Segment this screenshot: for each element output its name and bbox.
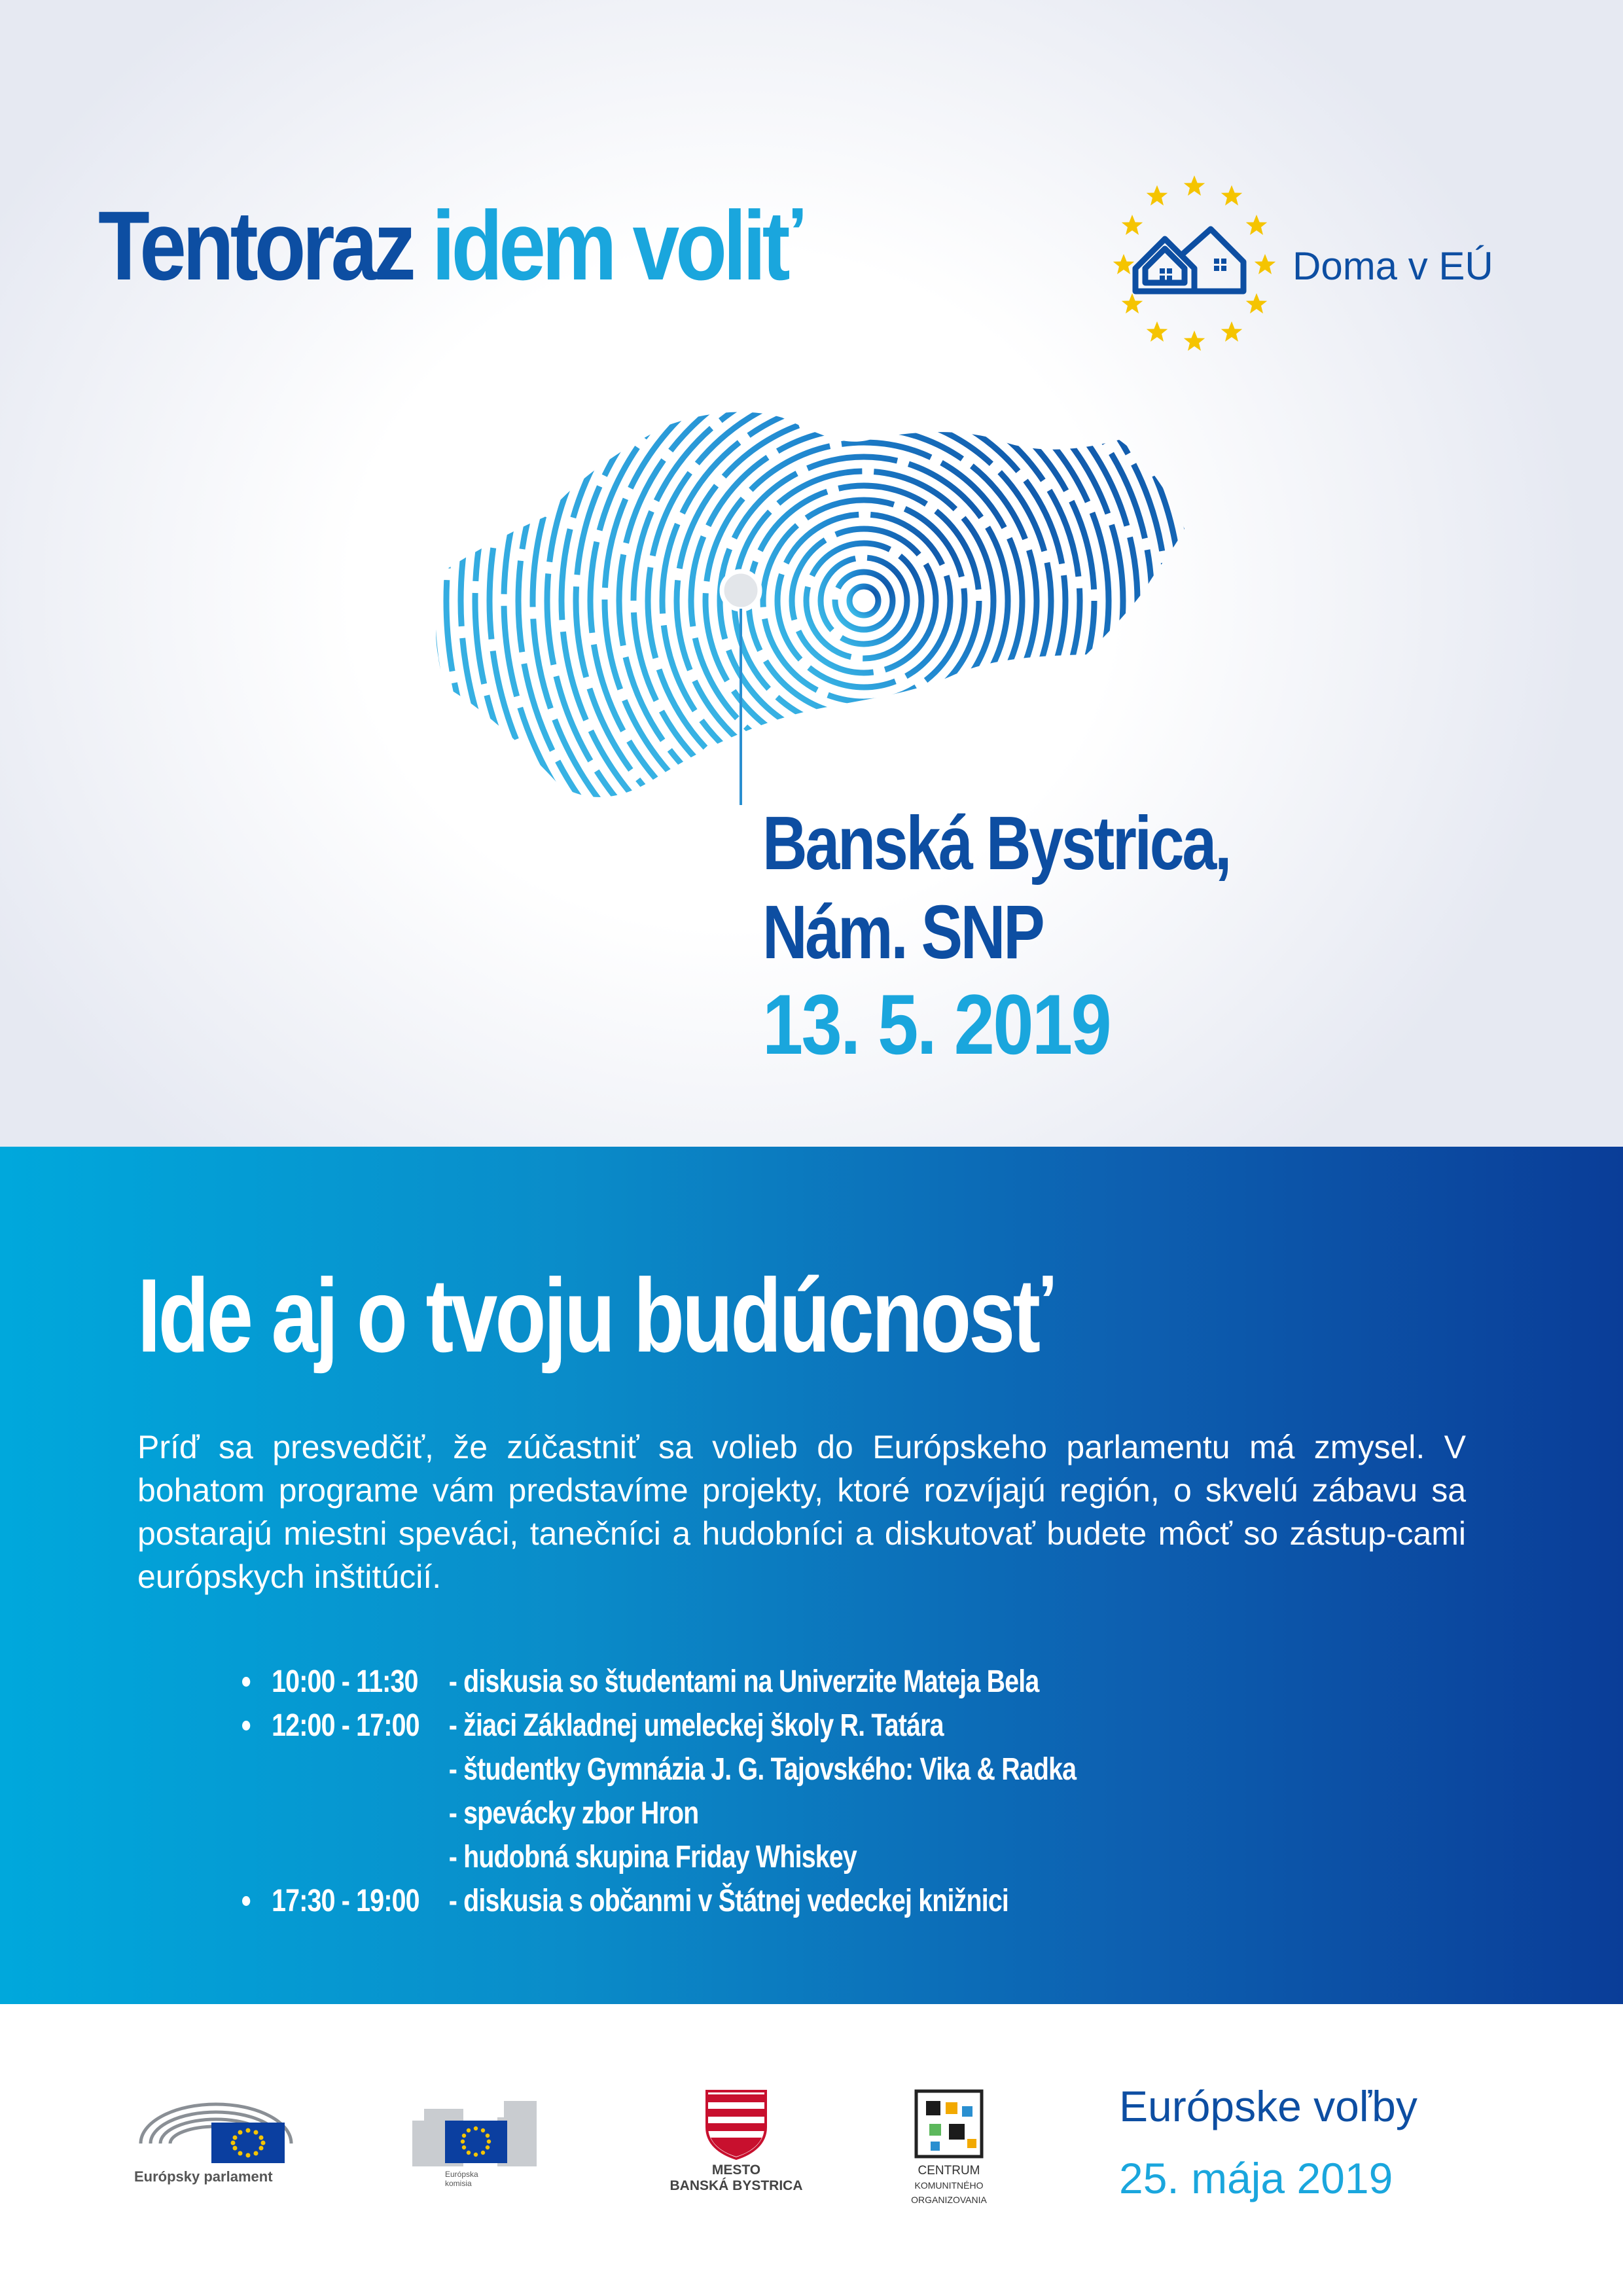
program-desc: - hudobná skupina Friday Whiskey bbox=[448, 1840, 857, 1874]
headline-part1: Tentoraz bbox=[98, 190, 412, 300]
event-date: 13. 5. 2019 bbox=[762, 977, 1111, 1072]
doma-v-eu-label: Doma v EÚ bbox=[1293, 244, 1493, 288]
event-place-line2: Nám. SNP bbox=[762, 889, 1043, 975]
location-pin-icon bbox=[722, 571, 760, 609]
eu-stars-house-icon bbox=[1096, 170, 1293, 360]
partner-ec-label-line1: Európska bbox=[445, 2170, 478, 2179]
parliament-hemicycle-icon bbox=[134, 2091, 298, 2163]
program-desc: - diskusia so študentami na Univerzite Mateja Bela bbox=[448, 1664, 1039, 1699]
partner-city-label-line2: BANSKÁ BYSTRICA bbox=[669, 2178, 803, 2193]
partner-ep-label: Európsky parlament bbox=[134, 2168, 273, 2185]
partner-cko-label-line1: CENTRUM bbox=[918, 2164, 980, 2178]
partner-ec-label bbox=[445, 2170, 478, 2188]
city-coat-of-arms-icon bbox=[654, 2088, 818, 2160]
european-commission-logo bbox=[412, 2094, 543, 2193]
partner-ec-label-line2: komisia bbox=[445, 2179, 472, 2188]
partner-city-label-line1: MESTO bbox=[711, 2162, 761, 2178]
location-pin-line bbox=[740, 609, 742, 805]
event-place-line1: Banská Bystrica, bbox=[762, 800, 1230, 886]
program-desc: - diskusia s občanmi v Štátnej vedeckej knižnici bbox=[448, 1884, 1009, 1918]
intro-paragraph: Príď sa presvedčiť, že zúčastniť sa volieb do Európskeho parlamentu má zmysel. V bohatom programe vám predstavíme projekty, ktoré rozvíjajú región, o skvelú zábavu sa postarajú miestni speváci, tanečníci a hudobníci a diskutovať budete môcť so zástup-cami európskych inštitúcií. bbox=[137, 1429, 1466, 1595]
bullet-icon bbox=[242, 1896, 250, 1906]
partner-cko-label-line3: ORGANIZOVANIA bbox=[911, 2195, 987, 2205]
mesto-banska-bystrica-logo bbox=[654, 2088, 818, 2199]
partner-cko-label bbox=[897, 2164, 1001, 2207]
doma-v-eu-logo bbox=[1096, 170, 1528, 360]
program-time: 12:00 - 17:00 bbox=[272, 1708, 419, 1743]
bullet-icon bbox=[242, 1677, 250, 1687]
headline bbox=[98, 190, 799, 300]
program-time: 10:00 - 11:30 bbox=[272, 1664, 418, 1699]
subheadline: Ide aj o tvoju budúcnosť bbox=[137, 1257, 1050, 1374]
event-place bbox=[762, 798, 1230, 977]
commission-building-icon bbox=[412, 2094, 543, 2173]
elections-title: Európske voľby bbox=[1119, 2082, 1418, 2130]
centrum-komunitneho-organizovania-logo bbox=[897, 2088, 1001, 2212]
program-desc: - spevácky zbor Hron bbox=[448, 1796, 699, 1831]
headline-part2: idem voliť bbox=[431, 190, 799, 300]
european-parliament-logo bbox=[134, 2091, 298, 2183]
elections-date: 25. mája 2019 bbox=[1119, 2154, 1393, 2202]
slovakia-fingerprint-map bbox=[393, 393, 1230, 825]
bullet-icon bbox=[242, 1721, 250, 1731]
cko-squares-icon bbox=[897, 2088, 1001, 2160]
program-desc: - študentky Gymnázia J. G. Tajovského: Vika & Radka bbox=[448, 1752, 1077, 1787]
partner-city-label bbox=[654, 2162, 818, 2194]
program-desc: - žiaci Základnej umeleckej školy R. Tatára bbox=[448, 1708, 944, 1743]
partner-cko-label-line2: KOMUNITNÉHO bbox=[914, 2180, 984, 2191]
program-time: 17:30 - 19:00 bbox=[272, 1884, 419, 1918]
